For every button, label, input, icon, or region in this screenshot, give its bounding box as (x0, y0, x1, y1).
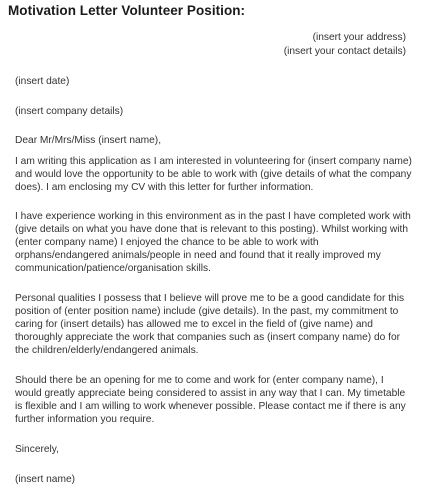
closing: Sincerely, (15, 444, 59, 455)
paragraph-3-line: caring for (insert details) has allowed me to excel in the field of (give name) and (15, 319, 373, 330)
paragraph-2-line: (enter company name) I enjoyed the chance to be able to work with (15, 237, 319, 248)
paragraph-3-line: the children/elderly/endangered animals. (15, 345, 199, 356)
letter-date: (insert date) (15, 76, 70, 87)
salutation: Dear Mr/Mrs/Miss (insert name), (15, 135, 162, 146)
paragraph-1-line: and would love the opportunity to be able to work with (give details of what the company (15, 169, 412, 180)
paragraph-4-line: is flexible and I am willing to work whenever possible. Please contact me if there is any (15, 401, 406, 412)
sender-contact-details: (insert your contact details) (283, 46, 406, 57)
recipient-company-details: (insert company details) (15, 106, 124, 117)
document-title: Motivation Letter Volunteer Position: (8, 3, 246, 18)
paragraph-1-line: I am writing this application as I am interested in volunteering for (insert company name) (15, 156, 412, 167)
paragraph-2-line: (give details on what you have done that is relevant to this posting). Whilst working with (15, 224, 408, 235)
paragraph-2-line: orphans/endangered animals/people in need and found that it really improved my (15, 250, 381, 261)
paragraph-2-line: I have experience working in this environment as in the past I have completed work with (15, 211, 411, 222)
paragraph-4-line: further information you require. (15, 414, 155, 425)
paragraph-3-line: thoroughly appreciate the work that companies such as (insert company name) do for (15, 332, 401, 343)
sender-address: (insert your address) (312, 32, 406, 43)
paragraph-1-line: does). I am enclosing my CV with this letter for further information. (15, 182, 314, 193)
paragraph-3-line: position of (enter position name) include (give details). In the past, my commitment to (15, 306, 399, 317)
paragraph-4-line: would greatly appreciate being considered to assist in any way that I can. My timetable (15, 388, 406, 399)
paragraph-2-line: communication/patience/organisation skills. (15, 263, 211, 274)
signature-name: (insert name) (15, 474, 76, 485)
paragraph-4-line: Should there be an opening for me to come and work for (enter company name), I (15, 375, 384, 386)
paragraph-3-line: Personal qualities I possess that I believe will prove me to be a good candidate for this (15, 293, 405, 304)
